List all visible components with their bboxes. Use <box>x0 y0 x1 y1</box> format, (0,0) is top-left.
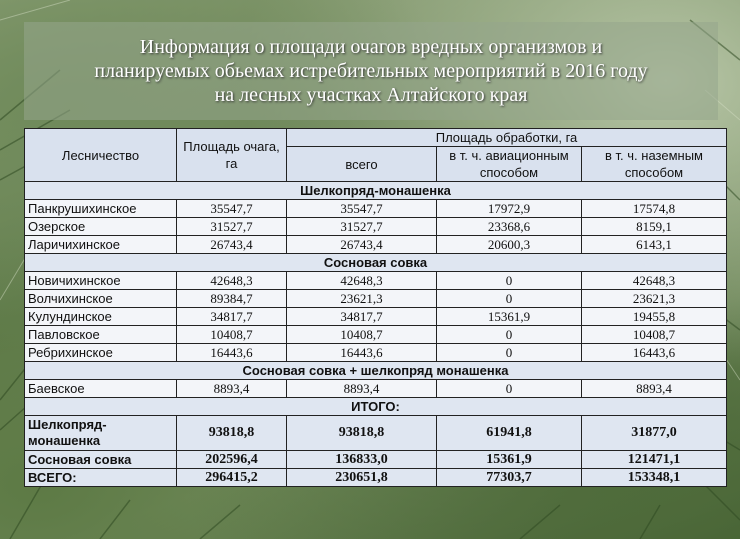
cell-total: 16443,6 <box>287 344 437 362</box>
totals-row <box>25 416 727 451</box>
cell-area: 296415,2 <box>177 469 287 487</box>
cell-aviation: 17972,9 <box>437 200 582 218</box>
cell-aviation: 0 <box>437 326 582 344</box>
cell-name: Новичихинское <box>25 272 177 290</box>
totals-row <box>25 469 727 487</box>
totals-row <box>25 451 727 469</box>
pest-area-table <box>24 128 727 487</box>
header-forestry: Лесничество <box>25 129 177 182</box>
table-row <box>25 344 727 362</box>
cell-total: 34817,7 <box>287 308 437 326</box>
table-row <box>25 200 727 218</box>
cell-aviation: 23368,6 <box>437 218 582 236</box>
cell-ground: 23621,3 <box>582 290 727 308</box>
cell-aviation: 0 <box>437 290 582 308</box>
cell-ground: 17574,8 <box>582 200 727 218</box>
cell-name: Ребрихинское <box>25 344 177 362</box>
totals-title-row <box>25 398 727 416</box>
cell-area: 93818,8 <box>177 416 287 451</box>
cell-aviation: 0 <box>437 380 582 398</box>
cell-ground: 19455,8 <box>582 308 727 326</box>
cell-area: 26743,4 <box>177 236 287 254</box>
cell-area: 10408,7 <box>177 326 287 344</box>
cell-total: 93818,8 <box>287 416 437 451</box>
cell-ground: 153348,1 <box>582 469 727 487</box>
cell-aviation: 0 <box>437 344 582 362</box>
cell-area: 34817,7 <box>177 308 287 326</box>
section-title-row <box>25 182 727 200</box>
cell-name: Панкрушихинское <box>25 200 177 218</box>
cell-total: 31527,7 <box>287 218 437 236</box>
cell-aviation: 15361,9 <box>437 308 582 326</box>
cell-total: 10408,7 <box>287 326 437 344</box>
cell-name: Озерское <box>25 218 177 236</box>
header-ground: в т. ч. наземным способом <box>582 147 727 182</box>
table-row <box>25 290 727 308</box>
section-title-row <box>25 362 727 380</box>
cell-ground: 10408,7 <box>582 326 727 344</box>
cell-aviation: 20600,3 <box>437 236 582 254</box>
header-treatment: Площадь обработки, га <box>287 129 727 147</box>
section-title: Шелкопряд-монашенка <box>25 182 727 200</box>
cell-area: 89384,7 <box>177 290 287 308</box>
title-banner <box>24 22 718 120</box>
cell-ground: 16443,6 <box>582 344 727 362</box>
title-line-2: планируемых обьемах истребительных мероприятий в 2016 году <box>94 60 648 82</box>
section-title: Сосновая совка <box>25 254 727 272</box>
cell-name: Ларичихинское <box>25 236 177 254</box>
cell-area: 8893,4 <box>177 380 287 398</box>
cell-total: 136833,0 <box>287 451 437 469</box>
table-row <box>25 272 727 290</box>
title-line-1: Информация о площади очагов вредных организмов и <box>139 36 603 58</box>
cell-aviation: 61941,8 <box>437 416 582 451</box>
cell-name: Волчихинское <box>25 290 177 308</box>
cell-area: 202596,4 <box>177 451 287 469</box>
cell-total: 26743,4 <box>287 236 437 254</box>
cell-aviation: 0 <box>437 272 582 290</box>
cell-ground: 6143,1 <box>582 236 727 254</box>
cell-area: 31527,7 <box>177 218 287 236</box>
table-row <box>25 236 727 254</box>
cell-ground: 8159,1 <box>582 218 727 236</box>
cell-ground: 8893,4 <box>582 380 727 398</box>
table-row <box>25 218 727 236</box>
cell-area: 35547,7 <box>177 200 287 218</box>
cell-area: 42648,3 <box>177 272 287 290</box>
cell-area: 16443,6 <box>177 344 287 362</box>
cell-name: Баевское <box>25 380 177 398</box>
cell-total: 42648,3 <box>287 272 437 290</box>
table-row <box>25 380 727 398</box>
cell-ground: 121471,1 <box>582 451 727 469</box>
header-row-1 <box>25 129 727 147</box>
cell-total: 8893,4 <box>287 380 437 398</box>
cell-total: 35547,7 <box>287 200 437 218</box>
header-aviation: в т. ч. авиационным способом <box>437 147 582 182</box>
header-area: Площадь очага, га <box>177 129 287 182</box>
header-total: всего <box>287 147 437 182</box>
cell-ground: 42648,3 <box>582 272 727 290</box>
cell-ground: 31877,0 <box>582 416 727 451</box>
totals-title: ИТОГО: <box>25 398 727 416</box>
cell-name: Кулундинское <box>25 308 177 326</box>
cell-name: ВСЕГО: <box>25 469 177 487</box>
table-row <box>25 308 727 326</box>
title-line-3: на лесных участках Алтайского края <box>214 84 528 106</box>
cell-name: Павловское <box>25 326 177 344</box>
section-title-row <box>25 254 727 272</box>
section-title: Сосновая совка + шелкопряд монашенка <box>25 362 727 380</box>
table-row <box>25 326 727 344</box>
cell-total: 230651,8 <box>287 469 437 487</box>
cell-name: Сосновая совка <box>25 451 177 469</box>
cell-name: Шелкопряд-монашенка <box>25 416 177 451</box>
cell-total: 23621,3 <box>287 290 437 308</box>
cell-aviation: 77303,7 <box>437 469 582 487</box>
cell-aviation: 15361,9 <box>437 451 582 469</box>
